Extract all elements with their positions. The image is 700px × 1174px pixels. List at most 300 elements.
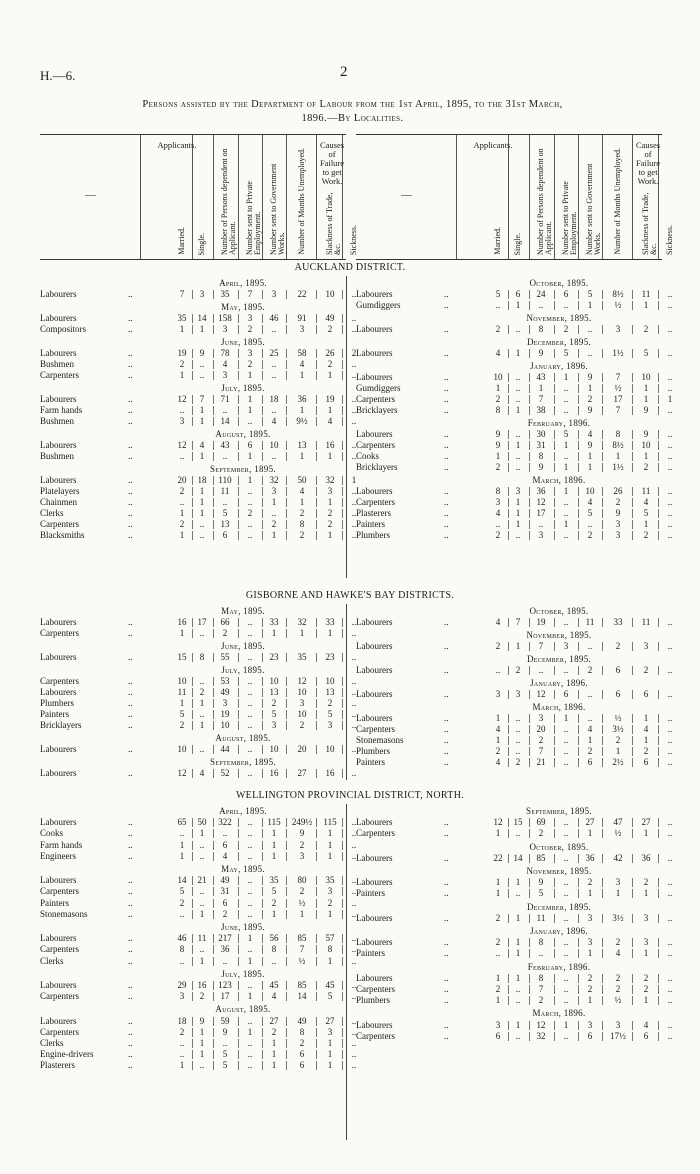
cell-divider [316,371,317,380]
table-cell: 4 [271,416,277,426]
month-heading: October, 1895. [529,606,589,616]
table-cell: 2 [643,530,649,540]
cell-divider [602,531,603,540]
table-cell: .. [563,972,569,983]
occupation-label: Labourers [356,324,393,334]
cell-divider [602,290,603,299]
table-cell: 29 [177,980,187,990]
table-cell: 1 [179,628,185,638]
table-cell: 1 [247,394,253,404]
table-cell: 5 [495,289,501,299]
table-cell: 32 [536,1030,546,1041]
occupation-label: Labourers [356,372,393,382]
cell-divider [286,452,287,461]
table-cell: 3 [643,937,649,948]
table-cell: 3 [538,530,544,540]
table-cell: .. [247,828,253,839]
table-cell: 85 [297,933,307,944]
table-cell: 27 [297,768,307,778]
cell-divider [632,666,633,675]
table-cell: 1 [199,908,205,919]
table-cell: 1 [247,955,253,966]
table-cell: .. [667,440,673,450]
cell-divider [602,1032,603,1041]
cell-divider [286,653,287,662]
table-cell: 1 [495,451,501,461]
leader-dots: .. [444,405,449,415]
table-cell: 49 [297,1015,307,1026]
table-cell: 2 [615,641,621,651]
table-cell: 7 [615,372,621,382]
cell-divider [286,441,287,450]
table-cell: 17 [536,508,546,518]
occupation-label: Clerks [40,955,64,966]
leader-dots: .. [444,462,449,472]
table-cell: 1 [199,828,205,839]
table-cell: 13 [325,687,335,697]
table-cell: 4 [587,724,593,734]
table-cell: 1 [199,508,205,518]
table-cell: 9 [643,405,649,415]
table-cell: .. [667,689,673,699]
table-cell: 1 [299,370,305,380]
table-cell: .. [351,850,357,861]
table-cell: .. [563,530,569,540]
table-cell: 2 [327,519,333,529]
table-cell: 35 [177,313,187,323]
table-cell: 3 [327,486,333,496]
table-cell: .. [495,300,501,310]
occupation-label: Platelayers [40,486,80,496]
table-cell: 8 [495,486,501,496]
table-cell: 2 [615,937,621,948]
table-cell: 1 [327,1049,333,1060]
table-cell: 7 [538,984,544,994]
table-cell: 8 [538,937,544,948]
table-cell: 12 [536,1019,546,1030]
table-cell: .. [351,289,357,299]
table-cell: 1½ [612,348,624,358]
cell-divider [602,829,603,838]
table-cell: .. [563,451,569,461]
table-cell: .. [563,877,569,888]
occupation-label: Gumdiggers [356,383,401,393]
table-cell: .. [351,768,357,778]
cell-divider [286,325,287,334]
column-divider [262,135,263,259]
table-cell: 12 [536,497,546,507]
applicants-header: Applicants. [473,140,513,150]
table-row [40,416,357,427]
table-cell: 7 [538,641,544,651]
cell-divider [632,441,633,450]
table-cell: 1 [247,991,253,1002]
leader-dots: .. [128,440,133,450]
table-cell: 2 [495,530,501,540]
table-cell: 4 [495,757,501,767]
cell-divider [286,957,287,966]
table-cell: .. [667,372,673,382]
table-row [356,877,673,888]
table-row [356,828,673,839]
table-cell: .. [667,641,673,651]
table-cell: .. [351,709,357,719]
table-cell: .. [199,359,205,369]
table-cell: 1 [199,451,205,461]
leader-dots: .. [128,324,133,334]
cell-divider [602,498,603,507]
cell-divider [316,699,317,708]
cell-divider [286,531,287,540]
table-cell: 9 [587,405,593,415]
column-header-govt: Number sent to Government Works. [585,163,602,255]
column-header-private: Number sent to Private Employment. [245,181,262,255]
cell-divider [632,430,633,439]
column-header-dash: — [401,189,412,201]
table-cell: 2 [199,687,205,697]
occupation-label: Cooks [356,451,380,461]
occupation-label: Labourers [40,875,77,886]
column-divider [286,135,287,259]
table-cell: 1 [327,497,333,507]
table-cell: .. [515,888,521,899]
cell-divider [602,914,603,923]
table-cell: 3 [563,641,569,651]
occupation-label: Labourers [40,440,77,450]
table-cell: 8 [299,519,305,529]
table-cell: 11 [641,486,651,496]
cell-divider [602,349,603,358]
table-cell: 4 [222,850,228,861]
table-cell: 69 [536,817,546,828]
table-cell: .. [538,948,544,959]
table-cell: 2 [179,897,185,908]
table-cell: 10 [269,676,279,686]
cell-divider [286,1050,287,1059]
occupation-label: Labourers [40,768,77,778]
table-cell: 17 [613,394,623,404]
column-divider [140,135,141,259]
cell-divider [602,878,603,887]
cell-divider [316,745,317,754]
table-cell: .. [351,1026,357,1037]
occupation-label: Engineers [40,850,76,861]
cell-divider [632,889,633,898]
table-cell: 59 [220,1015,230,1026]
table-cell: 6 [247,440,253,450]
table-cell: .. [351,744,357,754]
month-heading: March, 1896. [532,475,586,485]
cell-divider [632,452,633,461]
cell-divider [286,841,287,850]
table-cell: 10 [325,289,335,299]
table-cell: 4 [615,948,621,959]
occupation-label: Labourers [40,687,77,697]
table-cell: 12 [177,440,187,450]
cell-divider [286,910,287,919]
leader-dots: .. [444,372,449,382]
month-heading: May, 1895. [221,606,265,616]
table-cell: 18 [197,475,207,485]
table-cell: 3 [179,416,185,426]
table-cell: .. [222,828,228,839]
table-cell: 5 [179,709,185,719]
cell-divider [602,430,603,439]
table-cell: .. [515,735,521,745]
occupation-label: Painters [40,709,69,719]
table-row [356,394,673,405]
column-header-dash: — [85,189,96,201]
leader-dots: .. [444,497,449,507]
title-line-2: 1896.—By Localities. [301,113,404,124]
table-cell: 26 [325,348,335,358]
table-cell: .. [199,530,205,540]
cell-divider [316,688,317,697]
table-row [40,886,357,897]
month-heading: June, 1895. [221,337,265,347]
document-title [30,98,675,126]
cell-divider [316,653,317,662]
table-cell: 43 [220,440,230,450]
column-divider [456,135,457,259]
table-row [356,519,673,530]
table-row [356,912,673,924]
occupation-label: Painters [356,519,385,529]
cell-divider [602,996,603,1005]
table-cell: 2 [643,746,649,756]
table-cell: .. [199,839,205,850]
table-cell: 249½ [291,817,313,828]
table-cell: 85 [297,980,307,990]
table-cell: 9½ [296,416,308,426]
column-header-single: Single. [197,232,206,255]
leader-dots: .. [444,1019,449,1030]
cell-divider [286,688,287,697]
applicants-header: Applicants. [157,140,197,150]
table-cell: .. [667,348,673,358]
table-cell: 6 [615,689,621,699]
cell-divider [286,487,287,496]
leader-dots: .. [444,383,449,393]
table-cell: 3 [643,641,649,651]
table-cell: .. [667,1019,673,1030]
table-cell: 23 [269,652,279,662]
table-cell: .. [247,497,253,507]
district-heading: WELLINGTON PROVINCIAL DISTRICT, NORTH. [235,790,465,801]
table-row [40,394,357,405]
table-cell: 5 [271,886,277,897]
table-cell: .. [199,1060,205,1071]
occupation-label: Chainmen [40,497,77,507]
table-cell: 1 [515,641,521,651]
table-cell: .. [587,348,593,358]
table-cell: 115 [323,817,337,828]
table-cell: 1 [643,394,649,404]
table-cell: 53 [220,676,230,686]
table-cell: 5 [643,348,649,358]
column-header-months: Number of Months Unemployed. [297,148,306,255]
table-cell: 50 [197,817,207,828]
cell-divider [602,714,603,723]
table-cell: .. [667,462,673,472]
table-cell: 1 [587,948,593,959]
leader-dots: .. [128,850,133,861]
cell-divider [602,325,603,334]
cell-divider [316,1050,317,1059]
cell-divider [602,384,603,393]
causes-header: Causes of Failure to get Work. [319,140,345,186]
table-cell: 11 [197,933,207,944]
table-cell: .. [247,676,253,686]
table-cell: 3 [615,519,621,529]
cell-divider [632,714,633,723]
table-cell: .. [199,709,205,719]
table-cell: 3 [495,1019,501,1030]
month-heading: July, 1895. [221,665,265,675]
table-row [40,850,357,862]
leader-dots: .. [128,875,133,886]
table-cell: 3 [515,486,521,496]
table-cell: 3 [615,877,621,888]
occupation-label: Bricklayers [356,405,398,415]
table-cell: 4 [587,497,593,507]
table-cell: .. [271,955,277,966]
table-cell: 19 [536,617,546,627]
leader-dots: .. [128,486,133,496]
table-cell: .. [563,937,569,948]
cell-divider [602,736,603,745]
leader-dots: .. [128,475,133,485]
table-row [356,689,673,700]
table-cell: .. [667,1030,673,1041]
table-cell: 1 [495,735,501,745]
cell-divider [602,974,603,983]
table-row [40,508,357,519]
table-cell: 5 [643,508,649,518]
leader-dots: .. [444,735,449,745]
cell-divider [316,476,317,485]
table-cell: .. [351,451,357,461]
cell-divider [286,360,287,369]
leader-dots: .. [444,486,449,496]
cell-divider [602,747,603,756]
occupation-label: Labourers [40,475,77,485]
occupation-label: Carpenters [40,676,79,686]
table-cell: 1 [247,405,253,415]
table-row [356,984,673,995]
month-heading: March, 1896. [532,702,586,712]
cell-divider [602,985,603,994]
table-cell: 11 [220,486,230,496]
table-cell: 1 [199,1049,205,1060]
table-cell: 9 [299,828,305,839]
leader-dots: .. [128,744,133,754]
table-cell: .. [351,405,357,415]
table-cell: 91 [297,313,307,323]
leader-dots: .. [444,689,449,699]
leader-dots: .. [444,817,449,828]
table-cell: 2 [587,665,593,675]
table-cell: .. [247,944,253,955]
leader-dots: .. [128,698,133,708]
table-cell: 1 [495,972,501,983]
table-cell: .. [351,886,357,897]
table-cell: .. [247,817,253,828]
table-cell: 3 [247,313,253,323]
table-cell: 10 [177,676,187,686]
table-cell: .. [271,405,277,415]
table-cell: 32 [269,475,279,485]
table-row [356,888,673,899]
table-cell: .. [351,519,357,529]
table-cell: 5 [563,429,569,439]
occupation-label: Carpenters [356,984,395,994]
table-cell: ½ [614,383,622,393]
cell-divider [602,463,603,472]
table-row [356,1019,673,1031]
leader-dots: .. [128,720,133,730]
table-cell: 2 [271,1026,277,1037]
table-cell: .. [667,888,673,899]
table-cell: 3 [299,698,305,708]
table-cell: 4 [327,416,333,426]
table-cell: .. [247,908,253,919]
table-cell: 12 [536,689,546,699]
table-cell: 17 [197,617,207,627]
table-cell: 10 [641,372,651,382]
cell-divider [286,852,287,861]
table-cell: 1 [271,828,277,839]
table-cell: 78 [220,348,230,358]
table-cell: 6 [563,289,569,299]
cell-divider [632,531,633,540]
table-cell: 1 [327,839,333,850]
cell-divider [286,629,287,638]
month-heading: April, 1895. [219,278,267,288]
table-cell: 10 [269,440,279,450]
table-cell: 2 [615,972,621,983]
table-cell: 4 [495,348,501,358]
table-cell: .. [351,394,357,404]
table-cell: .. [667,383,673,393]
month-heading: March, 1896. [532,1008,586,1019]
table-cell: 20 [297,744,307,754]
cell-divider [632,498,633,507]
month-heading: April, 1895. [219,806,267,816]
occupation-label: Labourers [356,1019,393,1030]
table-cell: 2 [495,462,501,472]
table-cell: 71 [220,394,230,404]
table-cell: 1 [643,948,649,959]
table-cell: 8 [538,324,544,334]
occupation-label: Carpenters [356,497,395,507]
table-cell: 36 [641,852,651,863]
table-cell: 8 [538,972,544,983]
occupation-label: Labourers [40,1015,77,1026]
table-cell: 1 [515,405,521,415]
table-cell: 27 [641,817,651,828]
occupation-label: Labourers [356,817,393,828]
month-heading: May, 1895. [221,864,265,874]
table-cell: 1 [643,451,649,461]
table-row [40,486,357,497]
table-cell: 8 [495,405,501,415]
table-cell: .. [247,698,253,708]
table-cell: 46 [177,933,187,944]
cell-divider [316,417,317,426]
table-cell: .. [495,665,501,675]
table-cell: 19 [177,348,187,358]
